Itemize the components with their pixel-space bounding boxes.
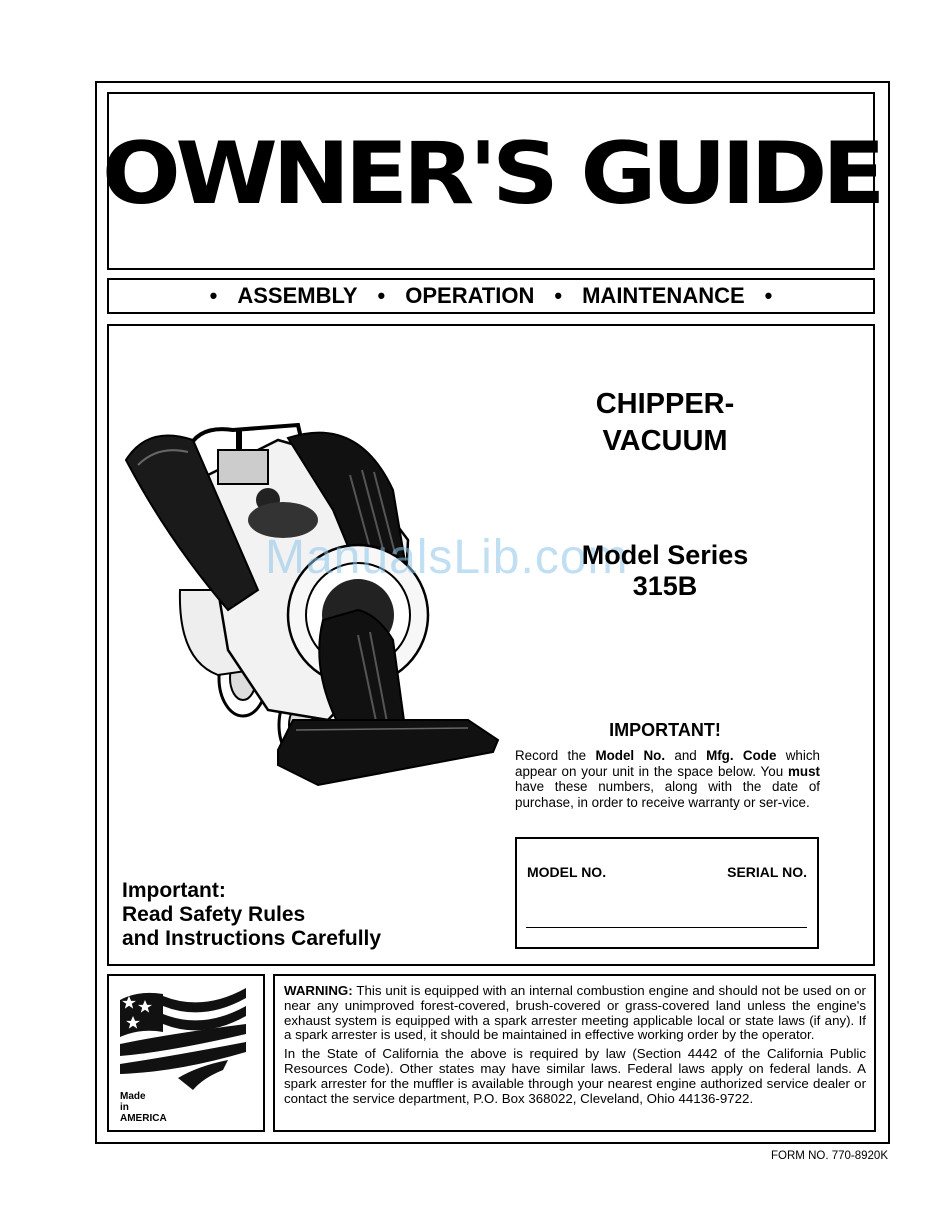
american-flag-icon	[118, 982, 248, 1092]
made-line2: in	[120, 1102, 129, 1113]
text-run: Record the	[515, 748, 596, 763]
important-text	[515, 748, 820, 810]
safety-line3: and Instructions Carefully	[122, 927, 382, 950]
topic-maintenance: MAINTENANCE	[582, 283, 745, 308]
text-run: which appear on your unit in the space below. You	[515, 748, 820, 779]
text-run: have these numbers, along with the date of purchase, in order to receive warranty or ser-vice.	[515, 779, 820, 810]
model-no-label: MODEL NO.	[527, 864, 607, 880]
topic-operation: OPERATION	[405, 283, 535, 308]
made-in-america-box	[107, 974, 265, 1132]
warning-paragraph-2: In the State of California the above is required by law (Section 4442 of the California Public Resources Code). Other states may have similar laws. Federal laws apply on federal lands. A spark arrester for the muffler is available through your nearest engine authorized service dealer or contact the service department, P.O. Box 368022, Cleveland, Ohio 44136-9722.	[284, 1046, 866, 1106]
made-line1: Made	[120, 1091, 146, 1102]
bullet: •	[554, 283, 563, 308]
product-name	[520, 386, 810, 460]
bullet: •	[764, 283, 773, 308]
record-box	[515, 837, 819, 949]
title-box	[101, 92, 881, 270]
made-line3: AMERICA	[120, 1113, 167, 1124]
model-series	[555, 540, 775, 602]
safety-line2: Read Safety Rules	[122, 903, 306, 926]
bold-must: must	[788, 763, 820, 779]
product-name-line2: VACUUM	[602, 425, 728, 457]
model-series-number: 315B	[632, 571, 698, 601]
bullet: •	[209, 283, 218, 308]
topic-assembly: ASSEMBLY	[237, 283, 358, 308]
chipper-vacuum-illustration	[118, 420, 503, 810]
important-heading: IMPORTANT!	[609, 720, 721, 740]
warning-text-1: This unit is equipped with an internal combustion engine and should not be used on or near any unimproved forest-covered, brush-covered or grass-covered land unless the engine's exhaust system is equipped with a spark arrester meeting applicable local or state laws (if any). If a spark arrester is used, it should be maintained in effective working order by the operator.	[284, 983, 866, 1043]
warning-label: WARNING:	[284, 983, 353, 998]
made-in-label	[120, 1091, 167, 1124]
safety-line1: Important:	[122, 879, 226, 902]
bold-mfg-code: Mfg. Code	[706, 748, 777, 763]
warning-paragraph-1	[284, 984, 866, 1043]
record-line	[526, 927, 807, 928]
model-series-label: Model Series	[581, 540, 749, 570]
safety-notice	[122, 879, 381, 951]
form-number: FORM NO. 770-8920K	[771, 1150, 888, 1162]
topics-strip	[107, 278, 875, 314]
bold-model-no: Model No.	[595, 748, 666, 763]
page-title: OWNER'S GUIDE	[101, 124, 881, 224]
text-run: and	[665, 748, 707, 763]
warning-box	[273, 974, 876, 1132]
serial-no-label: SERIAL NO.	[727, 864, 807, 880]
bullet: •	[377, 283, 386, 308]
product-name-line1: CHIPPER-	[595, 388, 735, 420]
watermark: ManualsLib.com	[265, 531, 629, 584]
